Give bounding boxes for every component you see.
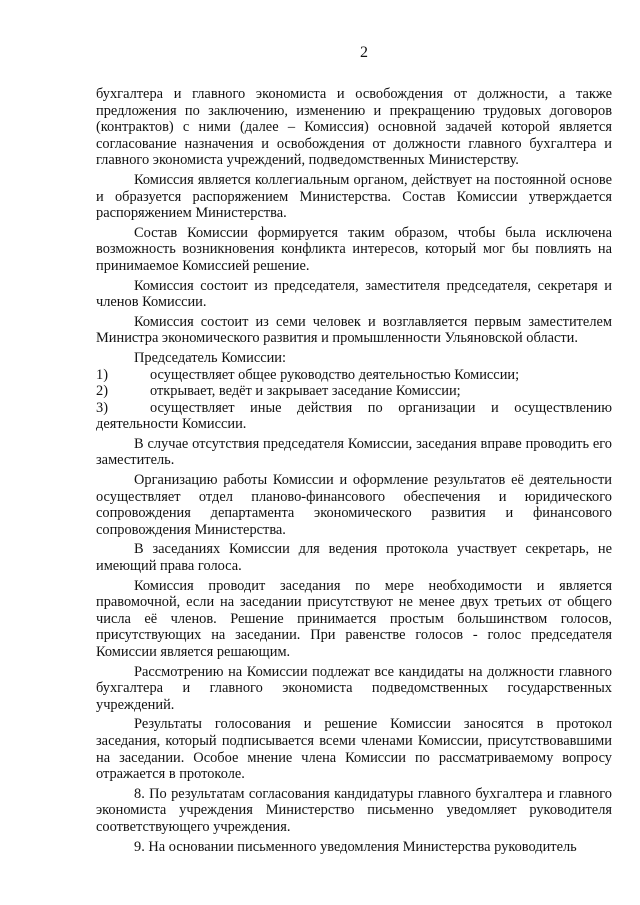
list-item (96, 367, 612, 384)
paragraph: Результаты голосования и решение Комиссии заносятся в протокол заседания, который подписывается всеми членами Комиссии, присутствовавшими на заседании. Особое мнение члена Комиссии по рассматриваемому вопросу отражается в протоколе. (96, 716, 612, 783)
paragraph: Комиссия состоит из семи человек и возглавляется первым заместителем Министра экономического развития и промышленности Ульяновской области. (96, 313, 612, 347)
paragraph: Комиссия является коллегиальным органом, действует на постоянной основе и образуется распоряжением Министерства. Состав Комиссии утверждается распоряжением Министерства. (96, 171, 612, 222)
paragraph: Состав Комиссии формируется таким образом, чтобы была исключена возможность возникновения конфликта интересов, который мог бы повлиять на принимаемое Комиссией решение. (96, 224, 612, 274)
paragraph: Организацию работы Комиссии и оформление результатов её деятельности осуществляет отдел планово-финансового обеспечения и юридического сопровождения департамента экономического развития и финансового сопровождения Министерства. (96, 472, 612, 538)
paragraph: Комиссия проводит заседания по мере необходимости и является правомочной, если на заседании присутствуют не менее двух третьих от общего числа её членов. Решение принимается простым большинством голосов, присутствующих на заседании. При равенстве голосов - голос председателя Комиссии является решающим. (96, 577, 612, 660)
list-item (96, 400, 612, 433)
paragraph: бухгалтера и главного экономиста и освобождения от должности, а также предложения по заключению, изменению и прекращению трудовых договоров (контрактов) с ними (далее – Комиссия) основной задачей которой является согласование назначения и освобождения от должности главного бухгалтера и главного экономиста учреждений, подведомственных Министерству. (96, 86, 612, 169)
list-item-text: осуществляет общее руководство деятельностью Комиссии; (150, 366, 520, 383)
list-item-text: открывает, ведёт и закрывает заседание Комиссии; (150, 383, 461, 400)
paragraph: В заседаниях Комиссии для ведения протокола участвует секретарь, не имеющий права голоса. (96, 541, 612, 575)
paragraph: Председатель Комиссии: (134, 349, 287, 366)
list-item-number: 2) (96, 383, 108, 400)
list-item (96, 383, 612, 400)
paragraph: 9. На основании письменного уведомления Министерства руководитель (134, 838, 577, 855)
document-body (96, 86, 612, 855)
list-item-number: 1) (96, 366, 108, 383)
paragraph: 8. По результатам согласования кандидатуры главного бухгалтера и главного экономиста учреждения Министерство письменно уведомляет руководителя соответствующего учреждения. (96, 785, 612, 835)
list-item-text: осуществляет иные действия по организации и осуществлению деятельности Комиссии. (96, 399, 612, 433)
list-item-number: 3) (96, 399, 108, 416)
paragraph: В случае отсутствия председателя Комиссии, заседания вправе проводить его заместитель. (96, 435, 612, 469)
page-number: 2 (360, 44, 368, 61)
paragraph: Комиссия состоит из председателя, заместителя председателя, секретаря и членов Комиссии. (96, 277, 612, 311)
paragraph: Рассмотрению на Комиссии подлежат все кандидаты на должности главного бухгалтера и главного экономиста подведомственных государственных учреждений. (96, 663, 612, 713)
